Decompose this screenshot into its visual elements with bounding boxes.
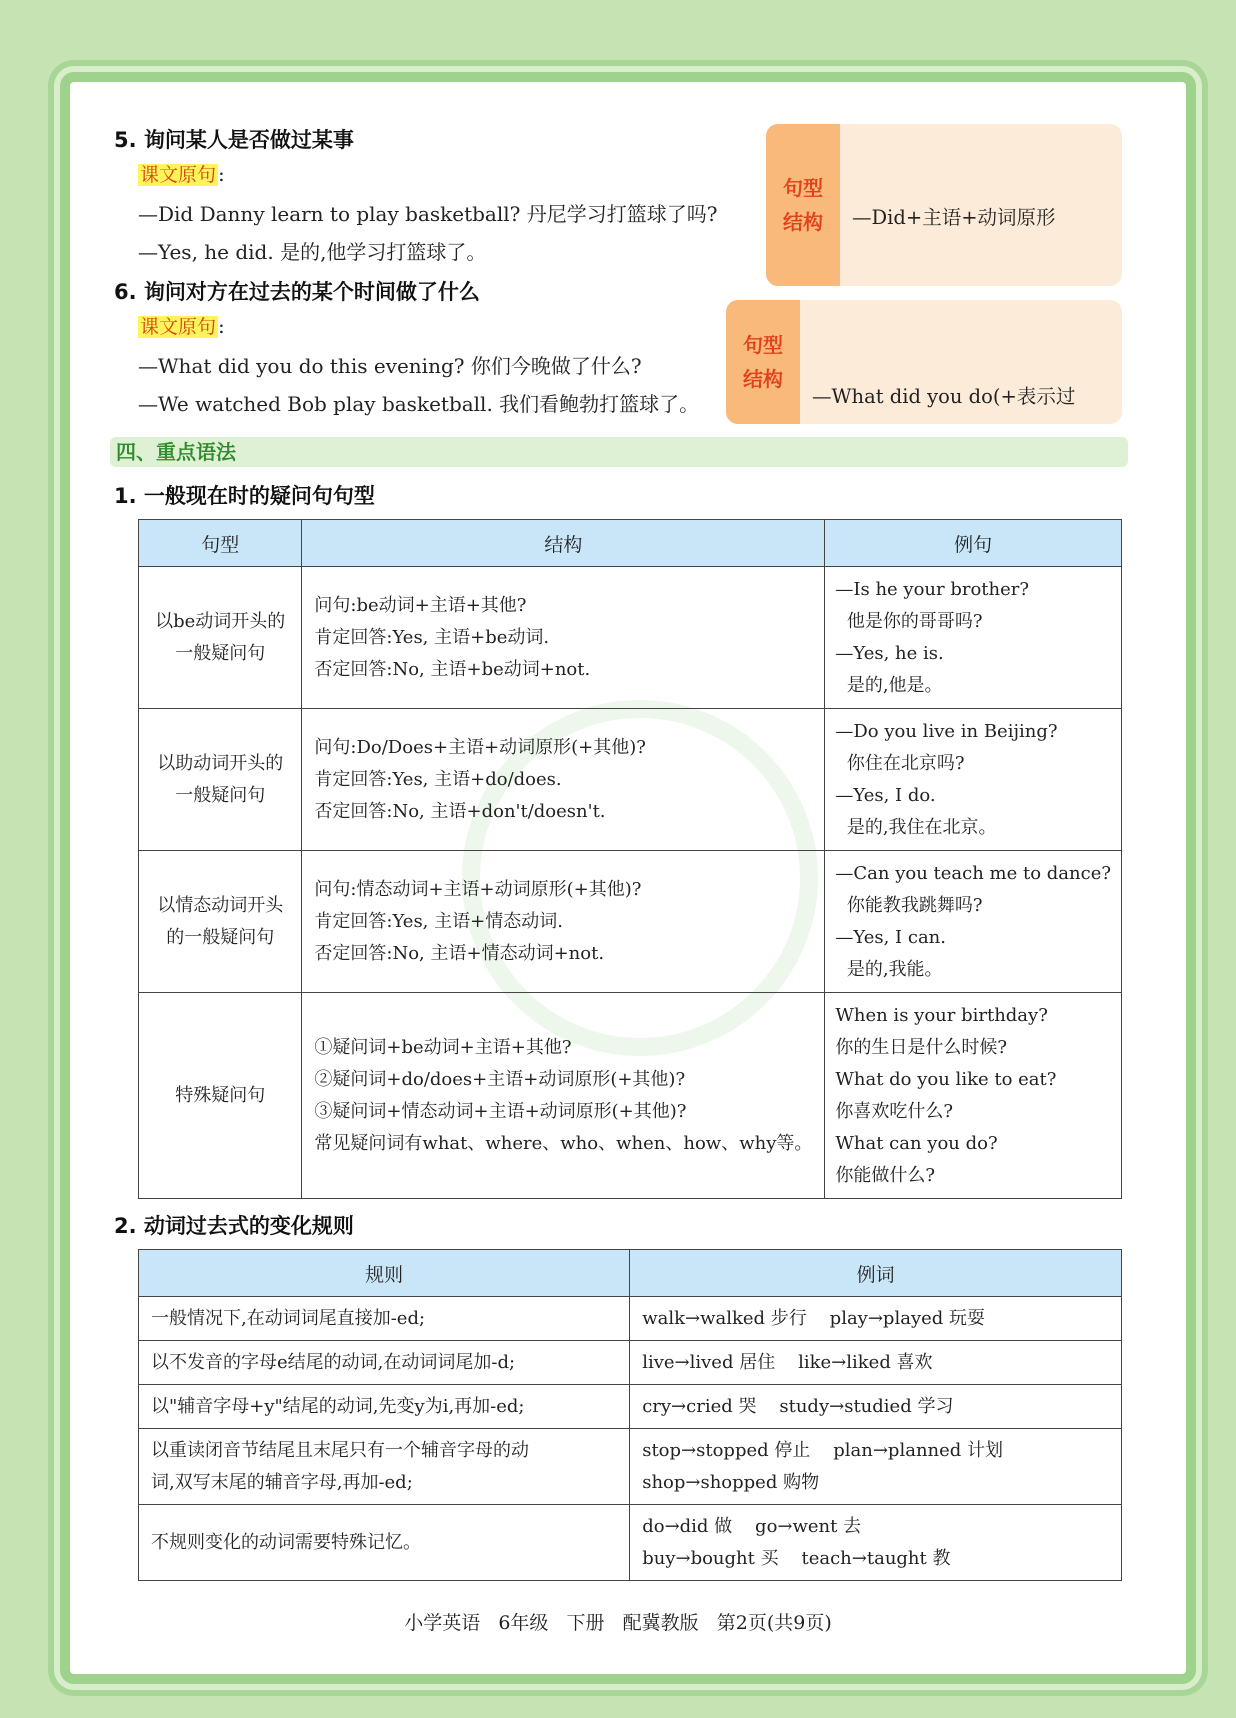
cell-line: 一般疑问句 xyxy=(175,642,266,664)
s6-box-tag-2: 结构 xyxy=(743,367,783,391)
example-cell xyxy=(825,567,1122,709)
cell-line: 特殊疑问句 xyxy=(175,1084,266,1106)
s6-tag-line: 课文原句 : xyxy=(140,314,225,338)
type-cell xyxy=(139,851,302,993)
cell-line: —Can you teach me to dance? xyxy=(835,862,1111,884)
cell-line: 问句:be动词+主语+其他? xyxy=(314,594,527,616)
cell-line: 不规则变化的动词需要特殊记忆。 xyxy=(151,1531,421,1553)
cell-line: 以"辅音字母+y"结尾的动词,先变y为i,再加-ed; xyxy=(151,1395,525,1417)
s6-pattern-box xyxy=(726,300,1122,424)
cell-line: 常见疑问词有what、where、who、when、how、why等。 xyxy=(314,1132,813,1154)
s6-box-tag-1: 句型 xyxy=(743,333,783,357)
cell-line: 你喜欢吃什么? xyxy=(835,1100,954,1122)
past-tense-table xyxy=(138,1249,1122,1581)
cell-line: ②疑问词+do/does+主语+动词原形(+其他)? xyxy=(314,1068,686,1090)
table-row xyxy=(139,1341,1122,1385)
s5-box-tag-2: 结构 xyxy=(783,210,823,234)
type-cell xyxy=(139,709,302,851)
cell-line: 你的生日是什么时候? xyxy=(835,1036,1008,1058)
type-cell xyxy=(139,993,302,1199)
cell-line: 以情态动词开头 xyxy=(157,894,284,916)
cell-line: —Do you live in Beijing? xyxy=(835,720,1058,742)
cell-line: 是的,我住在北京。 xyxy=(835,816,997,838)
section-6-heading: 6. 询问对方在过去的某个时间做了什么 xyxy=(114,280,480,304)
section-5-heading: 5. 询问某人是否做过某事 xyxy=(114,128,354,152)
structure-cell xyxy=(302,993,825,1199)
cell-line: ③疑问词+情态动词+主语+动词原形(+其他)? xyxy=(314,1100,687,1122)
table-row xyxy=(139,851,1122,993)
table-row xyxy=(139,567,1122,709)
cell-line: —Yes, he is. xyxy=(835,642,944,664)
cell-line: 肯定回答:Yes, 主语+do/does. xyxy=(314,768,562,790)
page-footer: 小学英语 6年级 下册 配冀教版 第2页(共9页) xyxy=(404,1612,832,1634)
rule-cell xyxy=(139,1385,630,1429)
table-row xyxy=(139,709,1122,851)
example-cell xyxy=(825,993,1122,1199)
example-cell xyxy=(825,851,1122,993)
example-cell xyxy=(825,709,1122,851)
cell-line: stop→stopped 停止 plan→planned 计划 xyxy=(642,1439,1004,1461)
cell-line: 他是你的哥哥吗? xyxy=(835,610,983,632)
col-header: 例词 xyxy=(630,1250,1122,1297)
cell-line: 是的,我能。 xyxy=(835,958,943,980)
table-row xyxy=(139,1385,1122,1429)
cell-line: cry→cried 哭 study→studied 学习 xyxy=(642,1395,954,1417)
s5-line-2: —Yes, he did. 是的,他学习打篮球了。 xyxy=(138,240,487,264)
example-cell xyxy=(630,1341,1122,1385)
s6-box-content xyxy=(800,300,1087,424)
cell-line: do→did 做 go→went 去 xyxy=(642,1515,862,1537)
s5-tag: 课文原句 xyxy=(140,164,217,186)
s5-line-1: —Did Danny learn to play basketball? 丹尼学习打篮球了吗? xyxy=(138,202,718,226)
col-header: 规则 xyxy=(139,1250,630,1297)
cell-line: 是的,他是。 xyxy=(835,674,943,696)
table-header-row xyxy=(139,520,1122,567)
s5-box-content xyxy=(840,124,1068,286)
rule-cell xyxy=(139,1341,630,1385)
cell-line: walk→walked 步行 play→played 玩耍 xyxy=(642,1307,986,1329)
cell-line: What can you do? xyxy=(835,1132,998,1154)
cell-line: 词,双写末尾的辅音字母,再加-ed; xyxy=(151,1471,413,1493)
cell-line: 以重读闭音节结尾且末尾只有一个辅音字母的动 xyxy=(151,1439,529,1461)
s6-box-line: —What did you do(+表示过 xyxy=(812,385,1076,408)
rule-cell xyxy=(139,1505,630,1581)
cell-line: 否定回答:No, 主语+don't/doesn't. xyxy=(314,800,606,822)
example-cell xyxy=(630,1429,1122,1505)
s6-line-1: —What did you do this evening? 你们今晚做了什么? xyxy=(138,354,642,378)
cell-line: ①疑问词+be动词+主语+其他? xyxy=(314,1036,572,1058)
cell-line: 你住在北京吗? xyxy=(835,752,965,774)
table-row xyxy=(139,1505,1122,1581)
cell-line: 问句:Do/Does+主语+动词原形(+其他)? xyxy=(314,736,646,758)
s5-box-line: —Did+主语+动词原形 xyxy=(852,206,1056,229)
col-header: 句型 xyxy=(139,520,302,567)
col-header: 结构 xyxy=(302,520,825,567)
question-table xyxy=(138,519,1122,1199)
example-cell xyxy=(630,1505,1122,1581)
cell-line: 以助动词开头的 xyxy=(157,752,284,774)
rule-cell xyxy=(139,1429,630,1505)
s5-box-tag-1: 句型 xyxy=(783,176,823,200)
cell-line: What do you like to eat? xyxy=(835,1068,1057,1090)
s5-box-tag xyxy=(766,124,840,286)
cell-line: When is your birthday? xyxy=(835,1004,1048,1026)
cell-line: 以不发音的字母e结尾的动词,在动词词尾加-d; xyxy=(151,1351,516,1373)
cell-line: 否定回答:No, 主语+be动词+not. xyxy=(314,658,591,680)
cell-line: live→lived 居住 like→liked 喜欢 xyxy=(642,1351,933,1373)
cell-line: 肯定回答:Yes, 主语+情态动词. xyxy=(314,910,563,932)
structure-cell xyxy=(302,851,825,993)
cell-line: 以be动词开头的 xyxy=(155,610,286,632)
cell-line: 一般疑问句 xyxy=(175,784,266,806)
section-4-bar: 四、重点语法 xyxy=(110,437,1128,467)
cell-line: 问句:情态动词+主语+动词原形(+其他)? xyxy=(314,878,642,900)
example-cell xyxy=(630,1297,1122,1341)
s5-pattern-box xyxy=(766,124,1122,286)
structure-cell xyxy=(302,567,825,709)
grammar-2-heading: 2. 动词过去式的变化规则 xyxy=(114,1214,354,1238)
cell-line: 肯定回答:Yes, 主语+be动词. xyxy=(314,626,550,648)
cell-line: shop→shopped 购物 xyxy=(642,1471,820,1493)
cell-line: buy→bought 买 teach→taught 教 xyxy=(642,1547,951,1569)
table-header-row xyxy=(139,1250,1122,1297)
s6-line-2: —We watched Bob play basketball. 我们看鲍勃打篮球了。 xyxy=(138,392,700,416)
s5-tag-line: 课文原句 : xyxy=(140,162,225,186)
cell-line: —Yes, I can. xyxy=(835,926,946,948)
s6-tag: 课文原句 xyxy=(140,316,217,338)
cell-line: —Yes, I do. xyxy=(835,784,936,806)
grammar-1-heading: 1. 一般现在时的疑问句句型 xyxy=(114,484,375,508)
cell-line: 你能做什么? xyxy=(835,1164,936,1186)
rule-cell xyxy=(139,1297,630,1341)
table-row xyxy=(139,1297,1122,1341)
structure-cell xyxy=(302,709,825,851)
type-cell xyxy=(139,567,302,709)
table-row xyxy=(139,1429,1122,1505)
cell-line: 否定回答:No, 主语+情态动词+not. xyxy=(314,942,605,964)
table-row xyxy=(139,993,1122,1199)
example-cell xyxy=(630,1385,1122,1429)
cell-line: 一般情况下,在动词词尾直接加-ed; xyxy=(151,1307,426,1329)
cell-line: 你能教我跳舞吗? xyxy=(835,894,983,916)
col-header: 例句 xyxy=(825,520,1122,567)
s6-box-tag xyxy=(726,300,800,424)
cell-line: 的一般疑问句 xyxy=(166,926,275,948)
cell-line: —Is he your brother? xyxy=(835,578,1030,600)
